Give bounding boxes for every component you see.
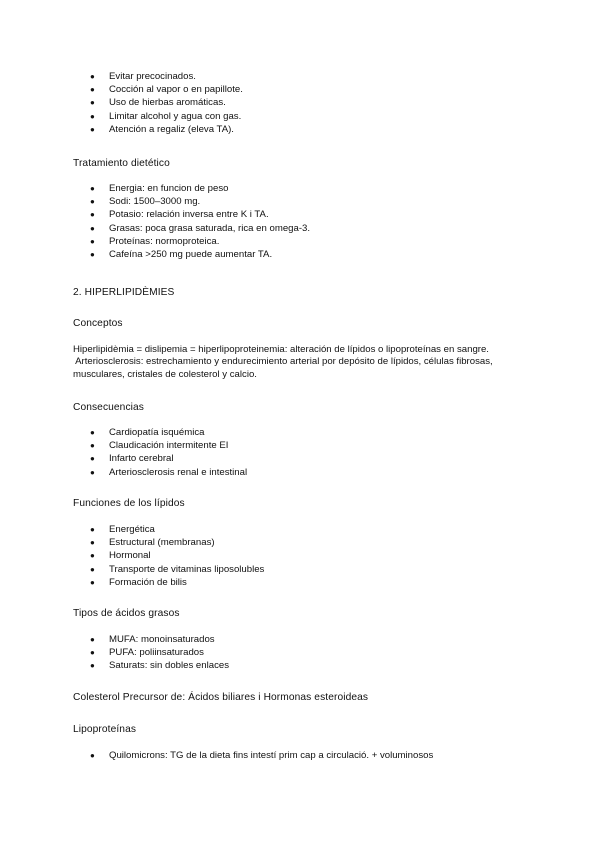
list-item: ● Sodi: 1500–3000 mg.	[90, 196, 201, 208]
bullet-icon: ●	[90, 751, 95, 760]
list-item: ● Proteínas: normoproteica.	[90, 235, 220, 247]
list-item: ● Claudicación intermitente EI	[90, 440, 229, 452]
list-consecuencias	[73, 426, 533, 479]
paragraph-line: Arteriosclerosis: estrechamiento y endurecimiento arterial por depósito de lípidos, células fibrosas,	[73, 356, 493, 368]
bullet-icon: ●	[90, 661, 95, 671]
bullet-icon: ●	[90, 577, 95, 587]
list-item: ● Grasas: poca grasa saturada, rica en omega-3.	[90, 222, 311, 234]
list-item: ● Formación de bilis	[90, 576, 187, 588]
bullet-icon: ●	[90, 538, 95, 548]
list-item: ● PUFA: poliinsaturados	[90, 647, 204, 659]
heading-tratamiento: Tratamiento dietético	[73, 158, 170, 169]
list-acidos	[73, 633, 533, 673]
list-item: ● Transporte de vitaminas liposolubles	[90, 563, 265, 575]
list-item: ● Energética	[90, 524, 155, 535]
list-lipoproteinas	[73, 749, 533, 762]
paragraph-line: Hiperlipidèmia = dislipemia = hiperlipoproteinemia: alteración de lípidos o lipoproteínas en sangre.	[73, 344, 489, 355]
colesterol-line: Colesterol Precursor de: Ácidos biliares i Hormonas esteroideas	[73, 692, 369, 703]
bullet-icon: ●	[90, 551, 95, 561]
list-item: ● Estructural (membranas)	[90, 537, 215, 549]
list-item: ● Hormonal	[90, 550, 151, 562]
bullet-icon: ●	[90, 249, 95, 259]
list-item: ● Saturats: sin dobles enlaces	[90, 660, 229, 672]
bullet-icon: ●	[90, 648, 95, 658]
heading-funciones: Funciones de los lípidos	[73, 498, 185, 509]
list-top	[73, 70, 533, 136]
bullet-icon: ●	[90, 72, 95, 81]
list-item: ● Evitar precocinados.	[90, 71, 196, 82]
bullet-icon: ●	[90, 441, 95, 451]
list-funciones	[73, 523, 533, 589]
heading-consecuencias: Consecuencias	[73, 402, 144, 413]
list-item: ● Energia: en funcion de peso	[90, 183, 229, 194]
list-item: ● Arteriosclerosis renal e intestinal	[90, 466, 248, 478]
heading-conceptos: Conceptos	[73, 318, 123, 329]
list-item: ● Potasio: relación inversa entre K i TA.	[90, 209, 269, 221]
paragraph-conceptos	[73, 344, 533, 381]
bullet-icon: ●	[90, 428, 95, 437]
bullet-icon: ●	[90, 85, 95, 95]
bullet-icon: ●	[90, 564, 95, 574]
list-item: ● MUFA: monoinsaturados	[90, 634, 215, 645]
list-item: ● Atención a regaliz (eleva TA).	[90, 123, 234, 135]
bullet-icon: ●	[90, 210, 95, 220]
heading-acidos: Tipos de ácidos grasos	[73, 608, 180, 619]
list-tratamiento	[73, 182, 533, 261]
list-item: ● Uso de hierbas aromáticas.	[90, 97, 226, 109]
list-item: ● Quilomicrons: TG de la dieta fins intestí prim cap a circulació. + voluminosos	[90, 750, 434, 761]
bullet-icon: ●	[90, 223, 95, 233]
bullet-icon: ●	[90, 197, 95, 207]
heading-lipoproteinas: Lipoproteínas	[73, 724, 137, 735]
list-item: ● Infarto cerebral	[90, 453, 174, 465]
bullet-icon: ●	[90, 236, 95, 246]
list-item: ● Cafeína >250 mg puede aumentar TA.	[90, 248, 273, 260]
list-item: ● Cardiopatía isquémica	[90, 427, 205, 438]
bullet-icon: ●	[90, 525, 95, 534]
bullet-icon: ●	[90, 98, 95, 108]
list-item: ● Cocción al vapor o en papillote.	[90, 84, 243, 96]
list-item: ● Limitar alcohol y agua con gas.	[90, 110, 242, 122]
bullet-icon: ●	[90, 111, 95, 121]
bullet-icon: ●	[90, 635, 95, 644]
bullet-icon: ●	[90, 454, 95, 464]
section-title: 2. HIPERLIPIDÈMIES	[73, 287, 175, 298]
bullet-icon: ●	[90, 467, 95, 477]
bullet-icon: ●	[90, 184, 95, 193]
paragraph-line: musculares, cristales de colesterol y calcio.	[73, 368, 257, 380]
bullet-icon: ●	[90, 124, 95, 134]
